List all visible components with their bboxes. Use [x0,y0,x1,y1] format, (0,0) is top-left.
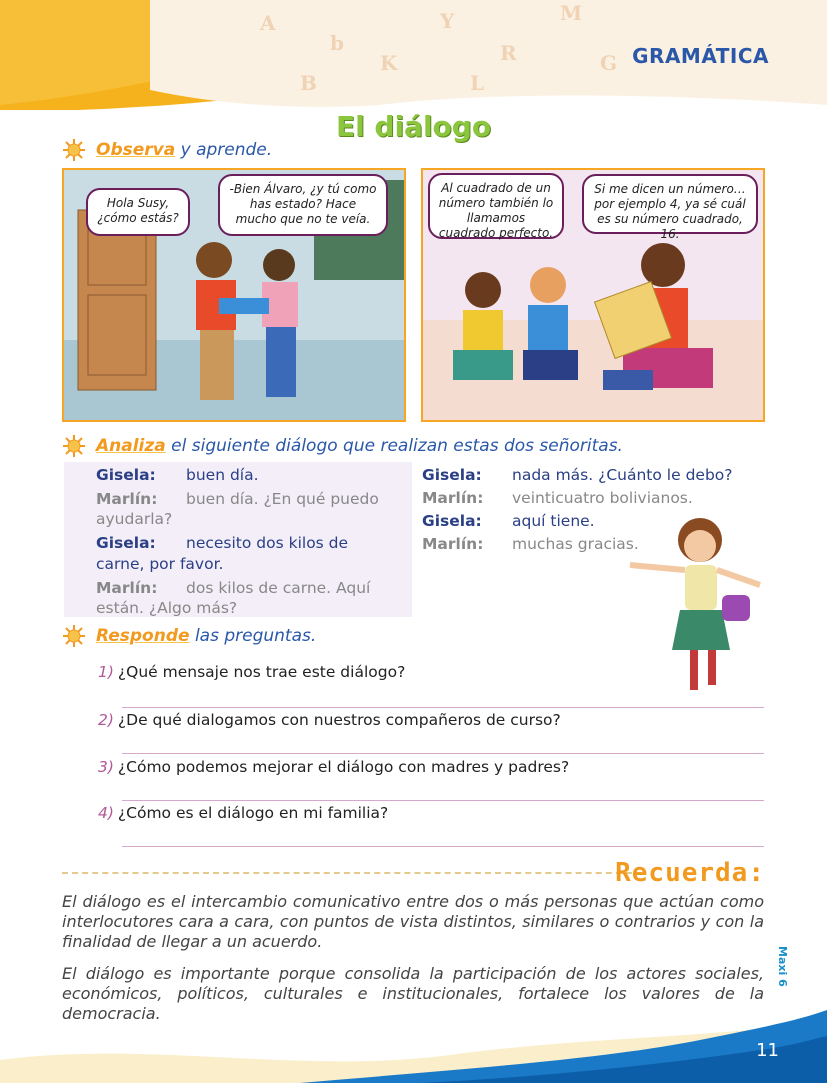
dialog-line: Gisela: aquí tiene. [422,512,595,531]
page-title: El diálogo [335,110,492,143]
book-tag: Maxi 6 [776,946,789,987]
responde-heading [96,626,316,646]
observa-rest: y aprende. [175,140,273,160]
svg-text:Y: Y [440,9,455,33]
dialog-line: Gisela: necesito dos kilos de carne, por favor. [96,534,349,573]
sun-icon [62,624,86,648]
speech-bubble-teacher: Si me dicen un número… por ejemplo 4, ya sé cuál es su número cuadrado, 16. [582,174,758,234]
girl-illustration [610,510,770,710]
footer-wave [0,1000,827,1083]
dialog-line: Marlín: muchas gracias. [422,535,639,554]
answer-line[interactable] [122,707,764,708]
responde-highlight: Responde [96,626,190,646]
svg-text:L: L [470,71,485,95]
importance-paragraph: El diálogo es importante porque consolida la participación de los actores sociales, económicos, políticos, culturales e institucionales, fortalece los valores de la democracia. [62,964,764,1023]
responde-rest: las preguntas. [189,626,317,646]
definition-paragraph: El diálogo es el intercambio comunicativo entre dos o más personas que actúan como interlocutores cara a cara, con puntos de vista distintos, similares o contrarios y con la finalidad de llegar a un acuerdo. [62,892,764,951]
page-number: 11 [756,1040,779,1061]
svg-text:b: b [330,31,344,55]
svg-text:A: A [260,11,276,35]
svg-text:B: B [300,71,317,95]
analiza-heading [96,436,623,456]
answer-line[interactable] [122,846,764,847]
svg-text:R: R [500,41,517,65]
sun-icon [62,138,86,162]
svg-text:K: K [380,51,398,75]
question-2: 2) ¿De qué dialogamos con nuestros compañeros de curso? [98,711,561,729]
question-3: 3) ¿Cómo podemos mejorar el diálogo con madres y padres? [98,758,570,776]
svg-text:M: M [560,1,583,25]
analiza-highlight: Analiza [96,436,166,456]
speech-bubble-boy: Al cuadrado de un número también lo llamamos cuadrado perfecto. [428,173,564,239]
dialog-line: Marlín: veinticuatro bolivianos. [422,489,693,508]
svg-text:G: G [600,51,618,75]
question-4: 4) ¿Cómo es el diálogo en mi familia? [98,804,389,822]
dialog-column-left [96,465,396,618]
dialog-line: Gisela: nada más. ¿Cuánto le debo? [422,466,733,484]
divider [62,872,642,874]
dialog-line: Marlín: buen día. ¿En qué puedo ayudarla? [96,490,379,529]
sun-icon [62,434,86,458]
dialog-line: Gisela: buen día. [96,466,259,484]
answer-line[interactable] [122,753,764,754]
recuerda-heading: Recuerda: [615,858,765,888]
dialog-line: Marlín: dos kilos de carne. Aquí están. ¿Algo más? [96,578,371,617]
observa-highlight: Observa [96,140,176,160]
answer-line[interactable] [122,800,764,801]
analiza-rest: el siguiente diálogo que realizan estas dos señoritas. [165,436,623,456]
question-1: 1) ¿Qué mensaje nos trae este diálogo? [98,663,406,681]
speech-bubble-alvaro: Hola Susy, ¿cómo estás? [86,188,190,236]
section-title: GRAMÁTICA [632,44,769,68]
speech-bubble-susy: -Bien Álvaro, ¿y tú como has estado? Hace mucho que no te veía. [218,174,388,236]
observa-heading [96,140,272,160]
